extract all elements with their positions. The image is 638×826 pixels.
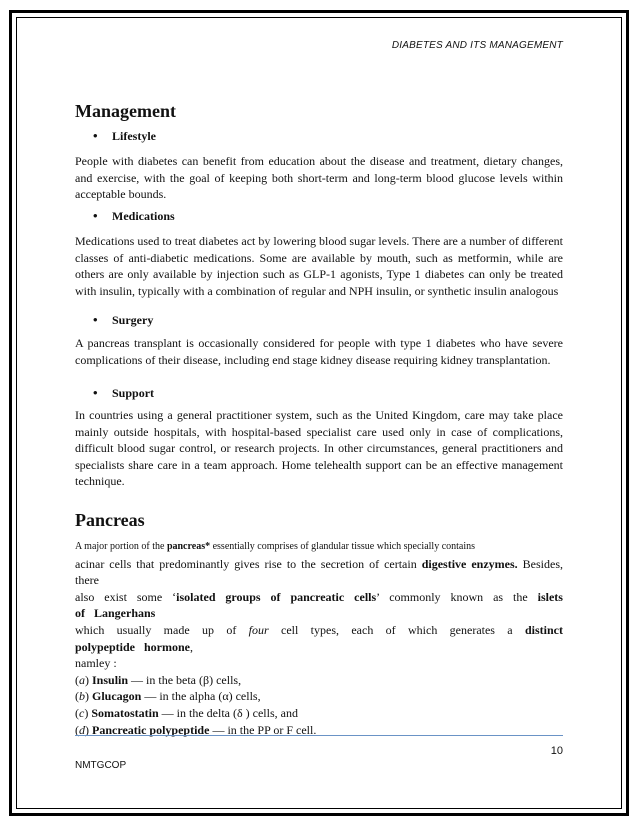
lifestyle-bullet: • Lifestyle <box>75 129 563 144</box>
hormone-item: (b) Glucagon — in the alpha (α) cells, <box>75 689 261 704</box>
hormone-item: (a) Insulin — in the beta (β) cells, <box>75 672 242 687</box>
pancreas-namley: namley : <box>75 656 117 671</box>
surgery-section <box>75 313 563 368</box>
lifestyle-text: People with diabetes can benefit from education about the disease and treatment, dietary changes, and exercise, with the goal of keeping both short-term and long-term blood glucose levels within acceptable bounds. <box>75 154 563 202</box>
surgery-bullet: • Surgery <box>75 313 563 328</box>
pancreas-line-enzymes: acinar cells that predominantly gives rise to the secretion of certain digestive enzymes. Besides, there <box>75 556 563 588</box>
pancreas-line-celltypes: which usually made up of four cell types, each of which generates a distinct polypeptide hormone, <box>75 622 563 654</box>
pancreas-body <box>75 539 563 738</box>
pancreas-line-islets: also exist some ‘isolated groups of pancreatic cells’ commonly known as the islets of Langerhans <box>75 589 563 621</box>
support-section <box>75 386 563 490</box>
management-heading <box>75 101 563 122</box>
hormone-item: (d) Pancreatic polypeptide — in the PP or F cell. <box>75 722 317 737</box>
medications-text: Medications used to treat diabetes act by lowering blood sugar levels. There are a number of different classes of anti-diabetic medications. Some are available by mouth, such as metformin, while are others are only available by injection such as GLP-1 agonists, Type 1 diabetes can only be treated with insulin, typically with a combination of regular and NPH insulin, or synthetic insulin analogous <box>75 234 563 298</box>
footer-divider <box>75 735 563 736</box>
running-header: DIABETES AND ITS MANAGEMENT <box>391 40 563 51</box>
surgery-text: A pancreas transplant is occasionally considered for people with type 1 diabetes who have severe complications of their disease, including end stage kidney disease requiring kidney transplantation. <box>75 336 563 367</box>
pancreas-heading <box>75 510 563 531</box>
support-text: In countries using a general practitioner system, such as the United Kingdom, care may take place mainly outside hospitals, with hospital-based specialist care used only in case of complications, difficult blood sugar control, or research projects. In other circumstances, general practitioners and specialists share care in a team approach. Home telehealth support can be an effective management technique. <box>75 408 563 489</box>
hormone-item: (c) Somatostatin — in the delta (δ ) cells, and <box>75 705 298 720</box>
page-number: 10 <box>550 745 563 757</box>
medications-bullet: • Medications <box>75 209 563 224</box>
section-title: Management <box>75 101 176 121</box>
section-title: Pancreas <box>75 510 145 530</box>
lifestyle-section <box>75 129 563 203</box>
support-bullet: • Support <box>75 386 563 401</box>
footer-org: NMTGCOP <box>75 760 127 771</box>
medications-section <box>75 209 563 299</box>
pancreas-intro: A major portion of the pancreas* essentially comprises of glandular tissue which specially contains <box>75 541 476 552</box>
